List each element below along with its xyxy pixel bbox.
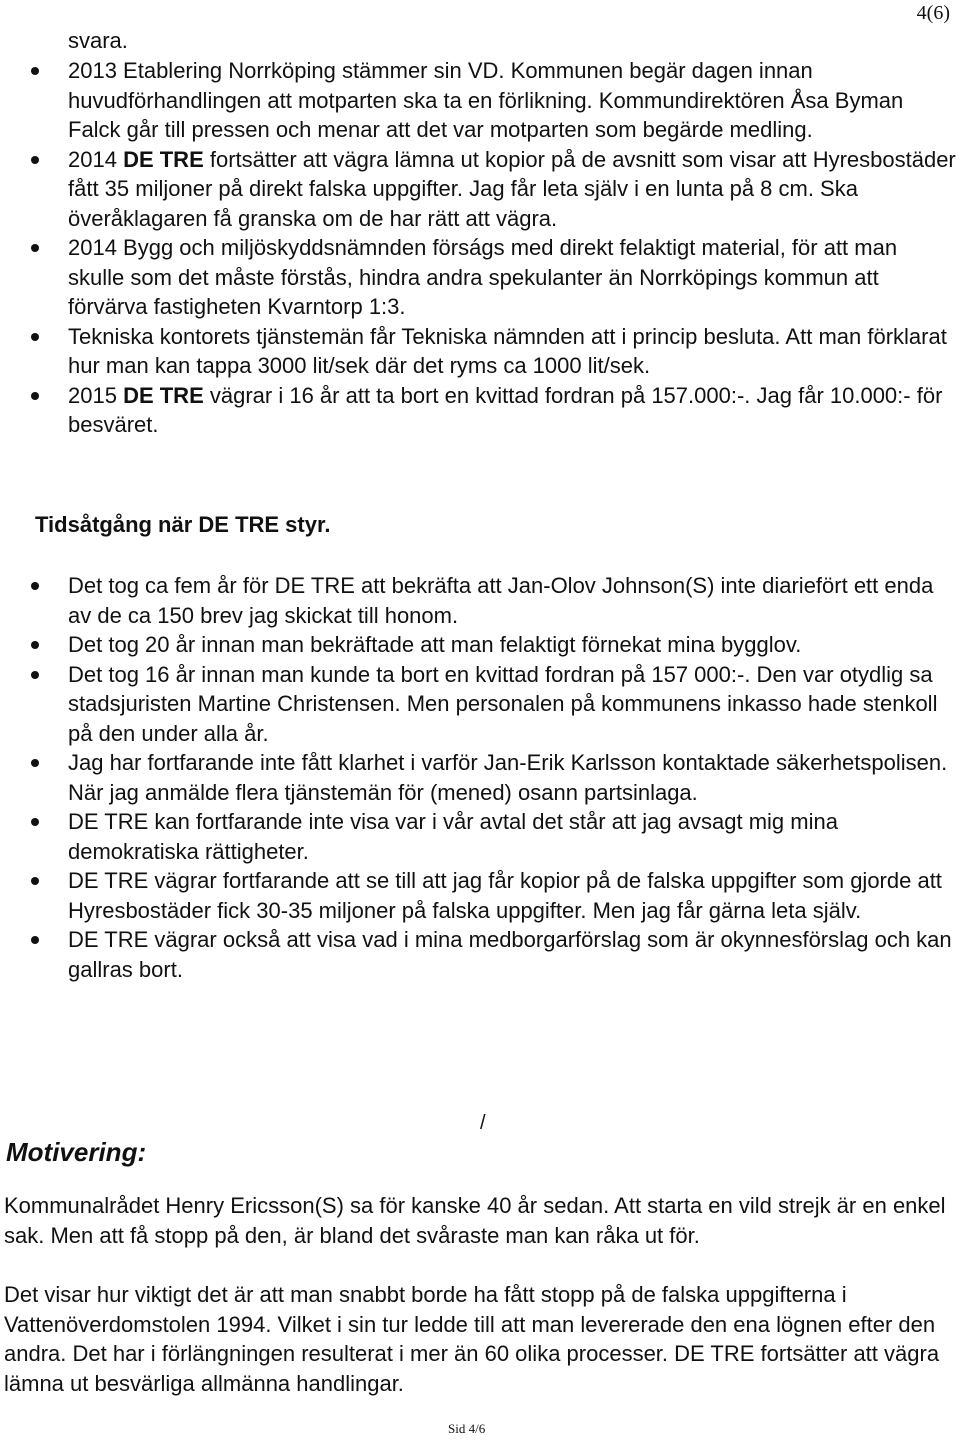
text-run: 2014 Bygg och miljöskyddsnämnden förságs med direkt felaktigt material, för att man skulle som det måste förstås, hindra andra spekulanter än Norrköpings kommun att förvärva fastigheten Kvarntorp 1:3. — [68, 235, 898, 319]
bullet-icon — [31, 582, 39, 590]
text-run: Jag har fortfarande inte fått klarhet i varför Jan-Erik Karlsson kontaktade säkerhetspolisen. När jag anmälde flera tjänstemän för (mened) osann partsinlaga. — [68, 750, 948, 805]
bullet-icon — [31, 877, 39, 885]
text-run: fortsätter att vägra lämna ut kopior på de avsnitt som visar att Hyresbostäder fått 35 miljoner på direkt falska uppgifter. Jag får leta själv i en lunta på 8 cm. Ska överåklagaren få granska om de har rätt att vägra. — [68, 146, 956, 231]
bold-text: DE TRE — [123, 146, 204, 172]
list-item — [0, 322, 960, 381]
list-item — [0, 56, 960, 145]
list-item — [0, 807, 960, 866]
bullet-icon — [31, 759, 39, 767]
list-item — [0, 381, 960, 440]
text-run: DE TRE vägrar fortfarande att se till att jag får kopior på de falska uppgifter som gjorde att Hyresbostäder fick 30-35 miljoner på falska uppgifter. Men jag får gärna leta själv. — [68, 868, 942, 923]
list-item — [0, 571, 960, 630]
text-run: Det tog 20 år innan man bekräftade att man felaktigt förnekat mina bygglov. — [68, 632, 802, 657]
list-item — [0, 925, 960, 984]
section-heading: Tidsåtgång när DE TRE styr. — [35, 512, 331, 537]
text-run: DE TRE vägrar också att visa vad i mina medborgarförslag som är okynnesförslag och kan gallras bort. — [68, 927, 952, 982]
text-run: Det tog 16 år innan man kunde ta bort en kvittad fordran på 157 000:-. Den var otydlig sa stadsjuristen Martine Christensen. Men personalen på kommunens inkasso hade stenkoll på den under alla år. — [68, 661, 938, 746]
motivering-paragraph-1: Kommunalrådet Henry Ericsson(S) sa för kanske 40 år sedan. Att starta en vild strejk är en enkel sak. Men att få stopp på den, är bland det svåraste man kan råka ut för. — [4, 1193, 946, 1248]
motivering-heading: Motivering: — [6, 1137, 147, 1167]
text-run: Det tog ca fem år för DE TRE att bekräfta att Jan-Olov Johnson(S) inte diariefört ett enda av de ca 150 brev jag skickat till honom. — [68, 573, 934, 628]
bullet-icon — [31, 244, 39, 252]
time-spent-list — [0, 571, 960, 984]
list-item — [0, 233, 960, 322]
bullet-icon — [31, 67, 39, 75]
timeline-list — [0, 56, 960, 440]
list-item — [0, 748, 960, 807]
text-run: 2014 — [68, 146, 124, 172]
stray-mark: / — [480, 1112, 486, 1134]
text-run: Tekniska kontorets tjänstemän får Tekniska nämnden att i princip besluta. Att man förklarat hur man kan tappa 3000 lit/sek där det ryms ca 1000 lit/sek. — [68, 323, 947, 378]
bullet-icon — [31, 156, 39, 164]
text-run: 2013 Etablering Norrköping stämmer sin VD. Kommunen begär dagen innan huvudförhandlingen att motparten ska ta en förlikning. Kommundirektören Åsa Byman Falck går till pressen och menar att det var motparten som begärde medling. — [68, 58, 904, 142]
bullet-icon — [31, 392, 39, 400]
page-footer: Sid 4/6 — [448, 1421, 486, 1436]
motivering-paragraph-2: Det visar hur viktigt det är att man snabbt borde ha fått stopp på de falska uppgifterna i Vattenöverdomstolen 1994. Vilket i sin tur ledde till att man levererade den ena lögnen efter den andra. Det har i förlängningen resulterat i mer än 60 olika processer. DE TRE fortsätter att vägra lämna ut besvärliga allmänna handlingar. — [4, 1282, 940, 1396]
text-run: vägrar i 16 år att ta bort en kvittad fordran på 157.000:-. Jag får 10.000:- för besväret. — [68, 382, 943, 437]
text-run: 2015 — [68, 382, 124, 408]
list-item — [0, 866, 960, 925]
list-item — [0, 660, 960, 749]
continuation-text: svara. — [68, 28, 128, 53]
bold-text: DE TRE — [123, 382, 204, 408]
text-run: DE TRE kan fortfarande inte visa var i vår avtal det står att jag avsagt mig mina demokratiska rättigheter. — [68, 809, 838, 864]
bullet-icon — [31, 936, 39, 944]
list-item — [0, 630, 960, 660]
list-item — [0, 145, 960, 234]
bullet-icon — [31, 641, 39, 649]
bullet-icon — [31, 671, 39, 679]
bullet-icon — [31, 818, 39, 826]
bullet-icon — [31, 333, 39, 341]
page-number: 4(6) — [916, 2, 950, 24]
